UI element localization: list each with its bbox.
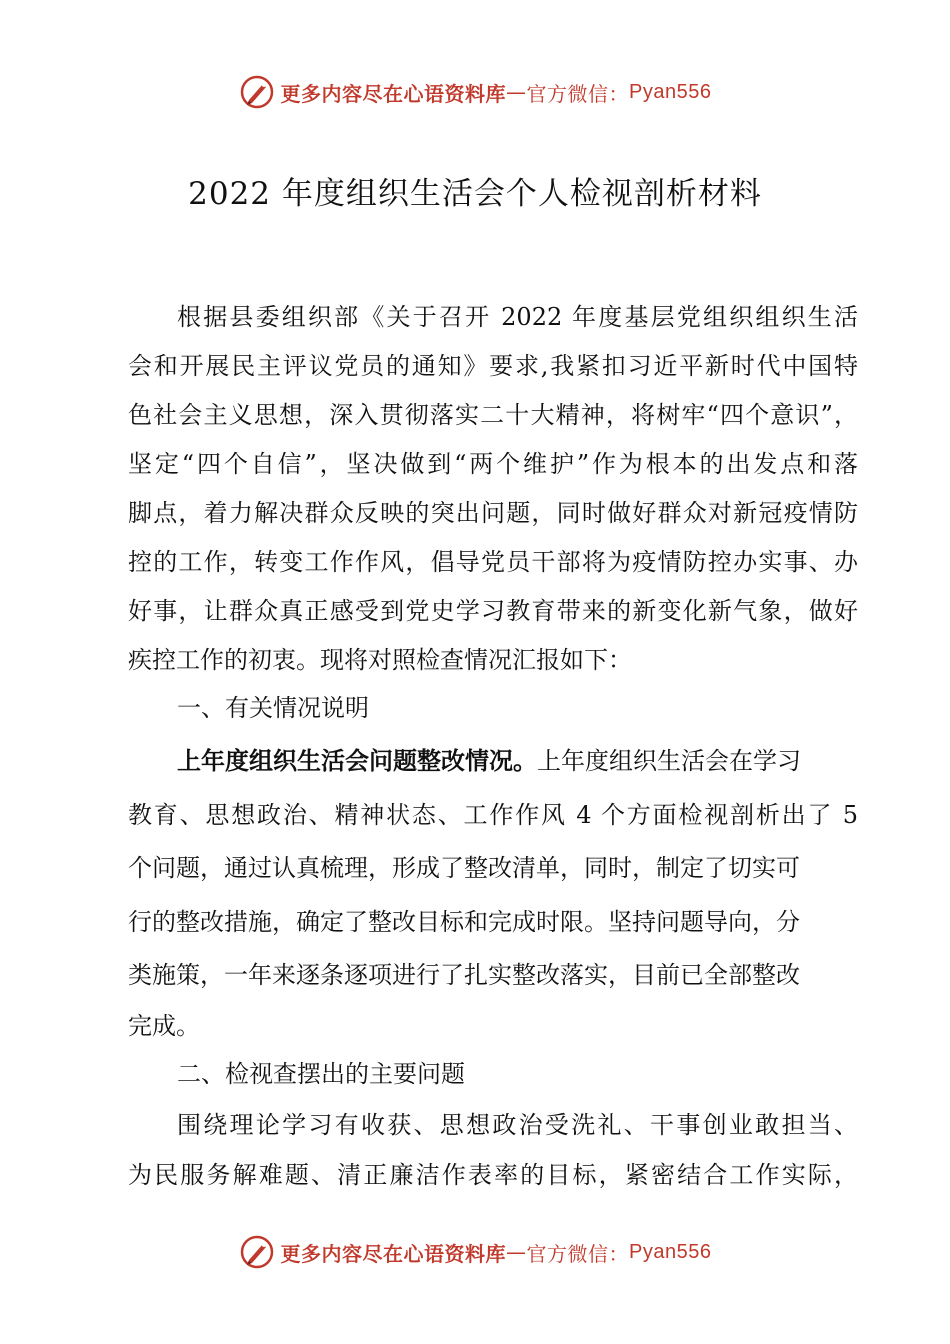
section-heading: 一、有关情况说明 [177, 694, 369, 722]
pen-logo-icon [239, 1234, 275, 1270]
paragraph-line: 色社会主义思想，深入贯彻落实二十大精神，将树牢“四个意识”， [128, 401, 858, 429]
paragraph-line: 完成。 [128, 1012, 200, 1040]
paragraph-line: 会和开展民主评议党员的通知》要求,我紧扣习近平新时代中国特 [128, 352, 858, 380]
banner-separator: — [506, 1240, 527, 1264]
paragraph-line: 疾控工作的初衷。现将对照检查情况汇报如下： [128, 646, 632, 674]
document-title: 2022 年度组织生活会个人检视剖析材料 [188, 176, 762, 212]
paragraph-line: 类施策，一年来逐条逐项进行了扎实整改落实，目前已全部整改 [128, 961, 800, 989]
paragraph-line: 围绕理论学习有收获、思想政治受洗礼、干事创业敢担当、 [177, 1111, 858, 1139]
paragraph-line: 坚定“四个自信”，坚决做到“两个维护”作为根本的出发点和落 [128, 450, 858, 478]
paragraph-line: 教育、思想政治、精神状态、工作作风 4 个方面检视剖析出了 5 [128, 801, 858, 829]
paragraph-line: 好事，让群众真正感受到党史学习教育带来的新变化新气象，做好 [128, 597, 858, 625]
paragraph-line: 控的工作，转变工作作风，倡导党员干部将为疫情防控办实事、办 [128, 548, 858, 576]
banner-separator: — [506, 80, 527, 104]
paragraph-text: 上年度组织生活会在学习 [537, 747, 801, 775]
banner-contact-label: 官方微信： [526, 1241, 630, 1266]
paragraph-line: 个问题，通过认真梳理，形成了整改清单，同时，制定了切实可 [128, 854, 800, 882]
pen-logo-icon [239, 74, 275, 110]
header-banner [0, 70, 950, 114]
paragraph-line: 行的整改措施，确定了整改目标和完成时限。坚持问题导向，分 [128, 908, 800, 936]
paragraph-line [177, 741, 858, 781]
paragraph-line: 为民服务解难题、清正廉洁作表率的目标，紧密结合工作实际， [128, 1161, 858, 1189]
footer-banner [0, 1230, 950, 1274]
banner-brand: 更多内容尽在心语资料库 [280, 81, 507, 106]
banner-contact-label: 官方微信： [526, 81, 630, 106]
paragraph-line: 脚点，着力解决群众反映的突出问题，同时做好群众对新冠疫情防 [128, 499, 858, 527]
section-heading: 二、检视查摆出的主要问题 [177, 1060, 465, 1088]
bold-lead-text: 上年度组织生活会问题整改情况。 [177, 747, 537, 775]
banner-contact-handle: Pyan556 [629, 1240, 712, 1263]
banner-contact-handle: Pyan556 [629, 80, 712, 103]
banner-brand: 更多内容尽在心语资料库 [280, 1241, 507, 1266]
paragraph-line: 根据县委组织部《关于召开 2022 年度基层党组织组织生活 [177, 303, 858, 331]
